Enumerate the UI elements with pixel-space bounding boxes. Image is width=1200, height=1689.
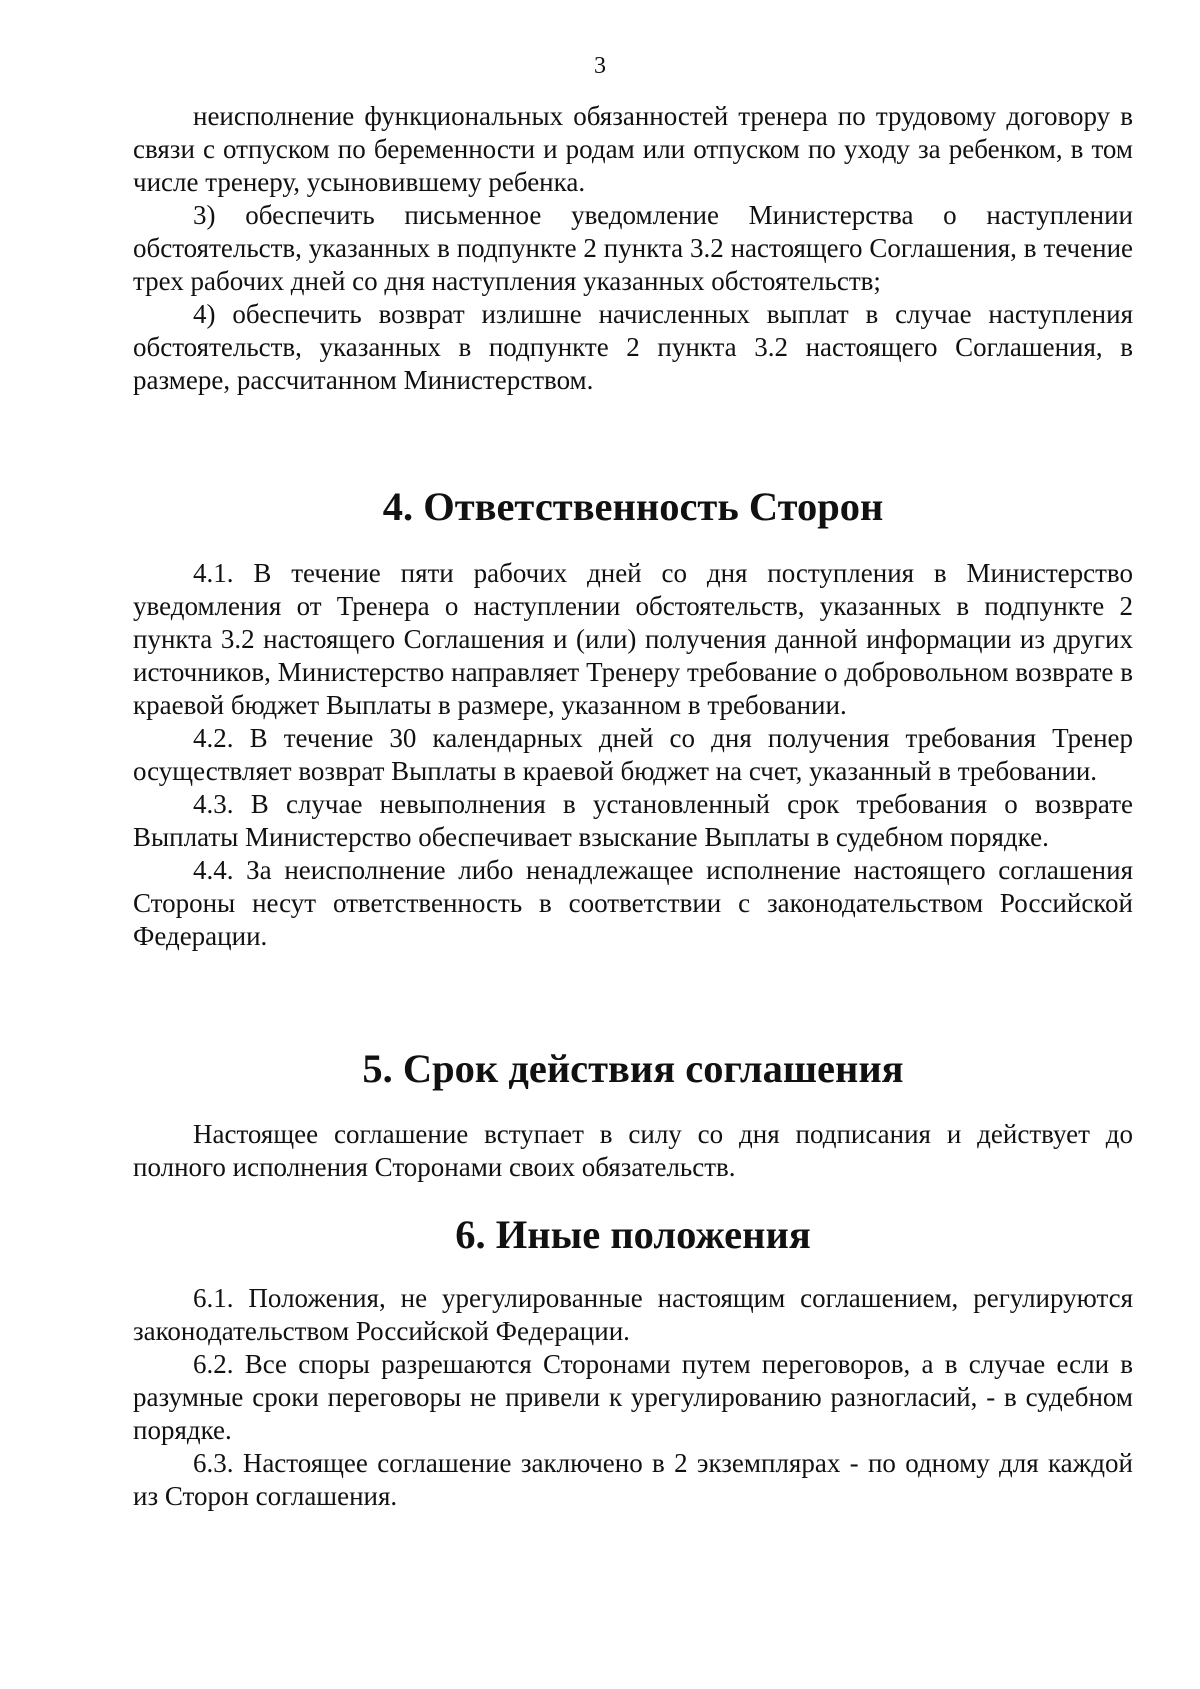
paragraph-4-4: 4.4. За неисполнение либо ненадлежащее исполнение настоящего соглашения Стороны несут ответственность в соответствии с законодательством Российской Федерации. (133, 855, 1133, 951)
continuation-block (133, 100, 1133, 397)
page-number: 3 (594, 53, 606, 79)
section-title-6: 6. Иные положения (455, 1212, 811, 1257)
paragraph-item-3: 3) обеспечить письменное уведомление Министерства о наступлении обстоятельств, указанных в подпункте 2 пункта 3.2 настоящего Соглашения, в течение трех рабочих дней со дня наступления указанных обстоятельств; (133, 200, 1133, 296)
section-5-body (133, 1118, 1133, 1184)
section-4-body (133, 557, 1133, 953)
paragraph-item-4: 4) обеспечить возврат излишне начисленных выплат в случае наступления обстоятельств, указанных в подпункте 2 пункта 3.2 настоящего Соглашения, в размере, рассчитанном Министерством. (133, 299, 1133, 395)
section-6-body (133, 1282, 1133, 1513)
section-title-5: 5. Срок действия соглашения (362, 1046, 904, 1091)
paragraph-6-1: 6.1. Положения, не урегулированные настоящим соглашением, регулируются законодательством Российской Федерации. (133, 1283, 1133, 1346)
section-title-4: 4. Ответственность Сторон (382, 484, 884, 529)
paragraph-6-3: 6.3. Настоящее соглашение заключено в 2 экземплярах - по одному для каждой из Сторон соглашения. (133, 1448, 1133, 1511)
paragraph-4-2: 4.2. В течение 30 календарных дней со дня получения требования Тренер осуществляет возврат Выплаты в краевой бюджет на счет, указанный в требовании. (133, 723, 1133, 786)
paragraph-continuation: неисполнение функциональных обязанностей тренера по трудовому договору в связи с отпуском по беременности и родам или отпуском по уходу за ребенком, в том числе тренеру, усыновившему ребенка. (133, 101, 1133, 197)
paragraph-4-1: 4.1. В течение пяти рабочих дней со дня поступления в Министерство уведомления от Тренера о наступлении обстоятельств, указанных в подпункте 2 пункта 3.2 настоящего Соглашения и (или) получения данной информации из других источников, Министерство направляет Тренеру требование о добровольном возврате в краевой бюджет Выплаты в размере, указанном в требовании. (133, 558, 1133, 720)
paragraph-4-3: 4.3. В случае невыполнения в установленный срок требования о возврате Выплаты Министерство обеспечивает взыскание Выплаты в судебном порядке. (133, 789, 1133, 852)
paragraph-6-2: 6.2. Все споры разрешаются Сторонами путем переговоров, а в случае если в разумные сроки переговоры не привели к урегулированию разногласий, - в судебном порядке. (133, 1349, 1133, 1445)
paragraph-5-1: Настоящее соглашение вступает в силу со дня подписания и действует до полного исполнения Сторонами своих обязательств. (133, 1119, 1133, 1182)
